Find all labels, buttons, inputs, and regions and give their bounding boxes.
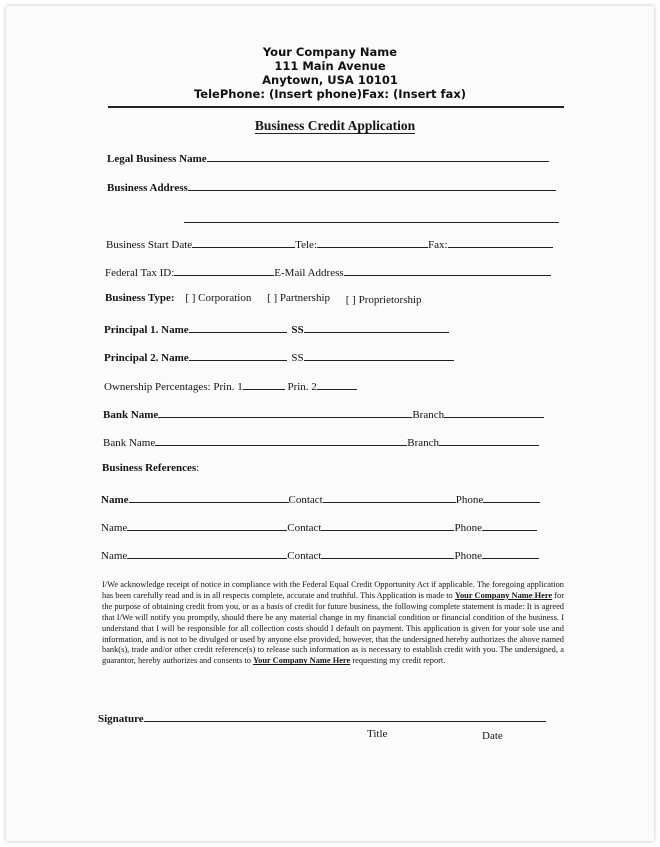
reference-2-name-label: Name — [101, 522, 128, 534]
title-label: Title — [367, 728, 388, 740]
bank-1-label: Bank Name — [103, 409, 159, 421]
header-divider — [108, 106, 564, 108]
email-label: E-Mail Address — [274, 267, 344, 279]
legal-business-name-label: Legal Business Name — [107, 153, 207, 165]
business-type-row — [105, 291, 422, 305]
start-date-field[interactable] — [192, 235, 295, 248]
ownership-label: Ownership Percentages: Prin. 1 — [104, 381, 243, 393]
corporation-checkbox[interactable]: [ ] Corporation — [185, 292, 252, 304]
bank-2-branch-field[interactable] — [439, 433, 539, 446]
reference-2-contact-field[interactable] — [321, 518, 454, 531]
principal-2-field[interactable] — [189, 348, 287, 361]
reference-1-contact-field[interactable] — [323, 490, 456, 503]
email-field[interactable] — [344, 263, 551, 276]
principal-1-row — [104, 320, 449, 337]
ownership-prin2-field[interactable] — [317, 377, 357, 390]
tax-id-label: Federal Tax ID: — [105, 267, 175, 279]
reference-3-name-field[interactable] — [127, 546, 287, 559]
reference-3-name-label: Name — [101, 550, 128, 562]
date-label: Date — [482, 730, 503, 742]
ownership-row — [104, 377, 357, 394]
form-title — [0, 118, 660, 134]
references-colon: : — [196, 462, 200, 474]
principal-1-ss-label: SS — [291, 324, 304, 336]
reference-2-phone-label: Phone — [454, 522, 482, 534]
principal-2-row — [104, 348, 454, 365]
reference-1-phone-field[interactable] — [483, 490, 540, 503]
acknowledgement-part-3: requesting my credit report. — [350, 656, 446, 666]
bank-2-row — [103, 433, 539, 450]
partnership-checkbox[interactable]: [ ] Partnership — [267, 292, 331, 304]
principal-1-ss-field[interactable] — [304, 320, 449, 333]
ownership-prin2-label: Prin. 2 — [287, 381, 317, 393]
bank-1-row — [103, 405, 544, 422]
form-title-text: Business Credit Application — [254, 118, 416, 133]
acknowledgement-part-1: I/We acknowledge receipt of notice in compliance with the Federal Equal Credit Opportunity Act if applicable. The foregoing application has been carefully read and is in all respects complete, accurate and truthful. This Application is made to — [102, 580, 564, 600]
signature-field[interactable] — [144, 709, 546, 722]
reference-2-name-field[interactable] — [127, 518, 287, 531]
bank-1-name-field[interactable] — [158, 405, 412, 418]
bank-1-branch-label: Branch — [412, 409, 445, 421]
principal-1-field[interactable] — [189, 320, 287, 333]
reference-1-name-field[interactable] — [129, 490, 289, 503]
reference-2-contact-label: Contact — [287, 522, 322, 534]
references-label: Business References — [102, 462, 197, 474]
company-city: Anytown, USA 10101 — [262, 73, 398, 87]
reference-row-1 — [101, 490, 540, 507]
reference-3-phone-label: Phone — [454, 550, 482, 562]
principal-2-ss-field[interactable] — [304, 348, 454, 361]
reference-row-2 — [101, 518, 537, 535]
business-address-line-2[interactable] — [184, 222, 559, 223]
business-address-row — [107, 178, 556, 195]
legal-business-name-field[interactable] — [207, 149, 549, 162]
company-name-placeholder-1: Your Company Name Here — [454, 590, 553, 600]
tele-label: Tele: — [295, 239, 317, 251]
acknowledgement-paragraph — [102, 580, 564, 667]
fax-field[interactable] — [448, 235, 553, 248]
bank-1-branch-field[interactable] — [444, 405, 544, 418]
references-heading — [102, 461, 199, 475]
reference-3-phone-field[interactable] — [482, 546, 539, 559]
reference-row-3 — [101, 546, 539, 563]
ownership-prin1-field[interactable] — [243, 377, 285, 390]
tax-id-field[interactable] — [174, 263, 274, 276]
reference-3-contact-field[interactable] — [321, 546, 454, 559]
bank-2-name-field[interactable] — [155, 433, 407, 446]
fax-label: Fax: — [428, 239, 448, 251]
proprietorship-checkbox[interactable]: [ ] Proprietorship — [345, 294, 422, 306]
tax-id-row — [105, 263, 551, 280]
company-address: 111 Main Avenue — [274, 59, 386, 73]
reference-2-phone-field[interactable] — [482, 518, 537, 531]
start-date-row — [106, 235, 553, 252]
signature-label: Signature — [98, 713, 144, 725]
company-name-placeholder-2: Your Company Name Here — [253, 656, 351, 666]
start-date-label: Business Start Date — [106, 239, 193, 251]
tele-field[interactable] — [317, 235, 428, 248]
principal-2-ss-label: SS — [291, 352, 304, 364]
business-type-label: Business Type: — [105, 292, 175, 304]
reference-1-name-label: Name — [101, 494, 129, 506]
reference-1-contact-label: Contact — [288, 494, 323, 506]
business-address-label: Business Address — [107, 182, 188, 194]
principal-1-label: Principal 1. Name — [104, 324, 189, 336]
acknowledgement-part-2: for the purpose of obtaining credit from you, or as a basis of credit for future business, the following complete statement is made: It is agreed that I/We will notify you promptly, should there be any material change in my financial condition or financial condition of the business. I understand that I will be responsible for all collection costs should I default on payment. This application is given for your sole use and information, and is not to be divulged or used by anyone else provided, however, that the undersigned hereby authorizes the above named bank(s), trade and/or other credit reference(s) to release such information as is necessary to establish credit with you. The undersigned, a guarantor, hereby authorizes and consents to — [102, 590, 564, 666]
principal-2-label: Principal 2. Name — [104, 352, 189, 364]
bank-2-label: Bank Name — [103, 437, 156, 449]
company-name: Your Company Name — [262, 45, 398, 59]
reference-1-phone-label: Phone — [455, 494, 484, 506]
company-phone-fax: TelePhone: (Insert phone)Fax: (Insert fax) — [193, 87, 466, 101]
business-address-field[interactable] — [188, 178, 556, 191]
reference-3-contact-label: Contact — [287, 550, 322, 562]
bank-2-branch-label: Branch — [407, 437, 439, 449]
signature-row — [98, 709, 546, 725]
legal-business-name-row — [107, 149, 549, 166]
